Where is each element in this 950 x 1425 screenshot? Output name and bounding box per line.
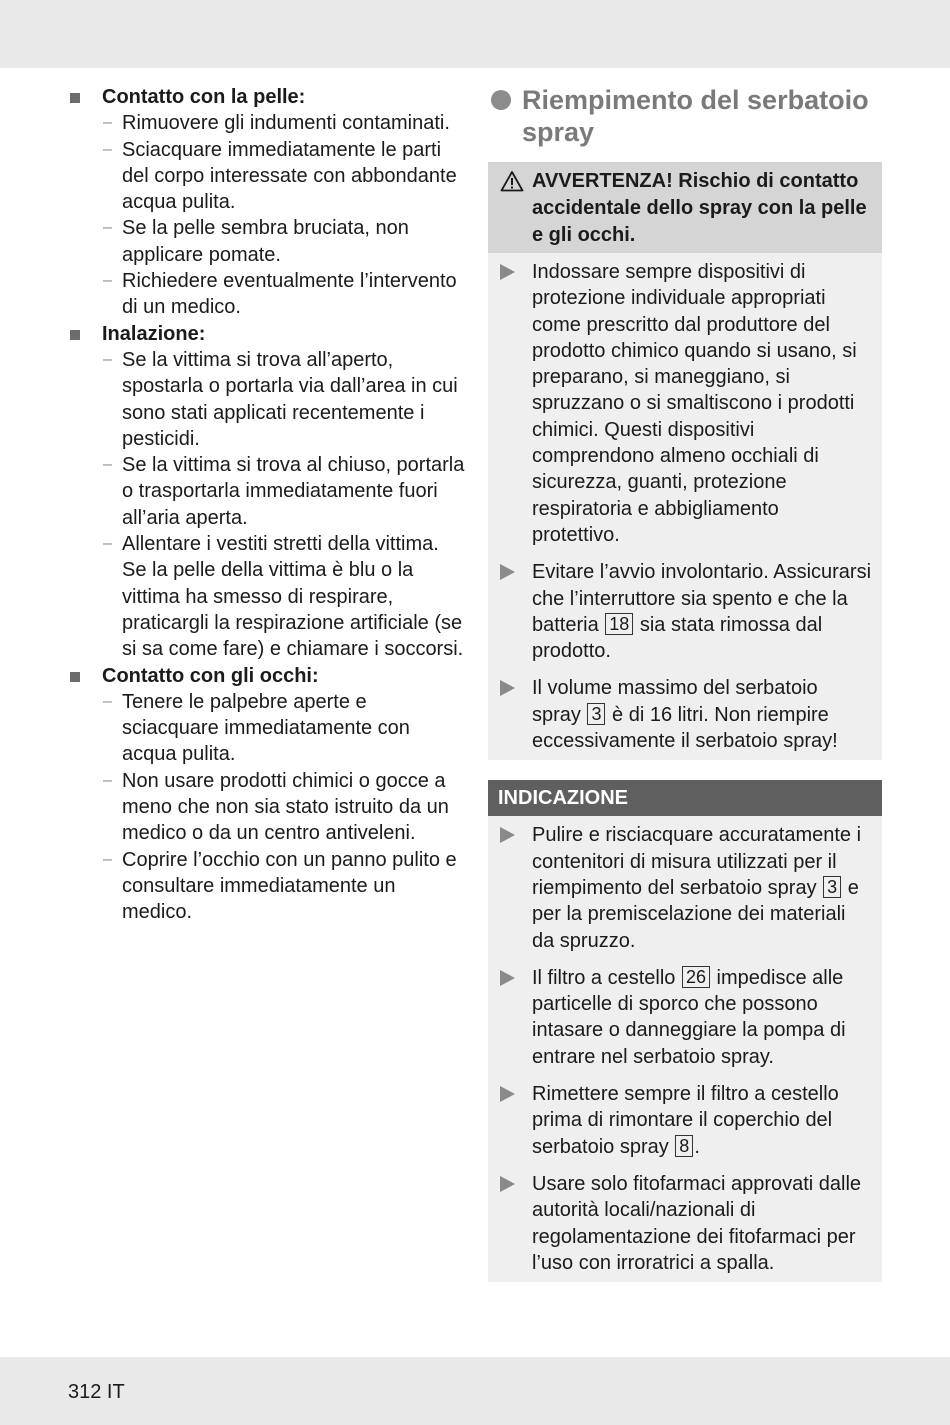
list-item xyxy=(102,452,468,531)
list-item xyxy=(488,1171,872,1276)
list-item-text: sia stata rimossa dal prodotto. xyxy=(532,613,823,663)
part-reference-number: 3 xyxy=(823,876,841,898)
list-item-text: impedisce alle particelle di sporco che possono intasare o danneggiare la pompa di entrare nel serbatoio spray. xyxy=(532,966,846,1068)
circle-bullet-icon xyxy=(491,90,511,110)
first-aid-column xyxy=(68,84,468,926)
list-item-text: Tenere le palpebre aperte e sciacquare immediatamente con acqua pulita. xyxy=(122,690,410,766)
skin-contact-list xyxy=(102,110,468,320)
dash-icon: – xyxy=(103,535,112,553)
list-item xyxy=(102,847,468,926)
part-reference-number: 26 xyxy=(682,966,710,988)
list-item-text: Se la vittima si trova al chiuso, portarla o trasportarla immediatamente fuori all’aria aperta. xyxy=(122,454,465,529)
indication-list xyxy=(488,816,882,1282)
eye-contact-list xyxy=(102,689,468,926)
dash-icon: – xyxy=(103,140,112,158)
list-item-text: Rimuovere gli indumenti contaminati. xyxy=(122,112,450,135)
section-title: Inalazione: xyxy=(102,322,206,345)
list-item-text: Indossare sempre dispositivi di protezione individuale appropriati come prescritto dal produttore del prodotto chimico quando si usano, si preparano, si maneggiano, si spruzzano o si smaltiscono i prodotti chimici. Questi dispositivi comprendono almeno occhiali di sicurezza, guanti, protezione respiratoria e abbigliamento protettivo. xyxy=(532,261,857,546)
inhalation-list xyxy=(102,347,468,663)
list-item-text: Non usare prodotti chimici o gocce a meno che non sia stato istruito da un medico o da un centro antiveleni. xyxy=(122,769,449,845)
list-item-text: Evitare l’avvio involontario. Assicurarsi che l’interruttore sia spento e che la batteria xyxy=(532,561,872,636)
inhalation-section xyxy=(68,321,468,663)
list-item-text: Richiedere eventualmente l’intervento di un medico. xyxy=(122,270,457,319)
warning-list xyxy=(488,253,882,760)
triangle-bullet-icon xyxy=(500,680,515,696)
list-item xyxy=(102,215,468,268)
warning-box xyxy=(488,162,882,760)
dash-icon: – xyxy=(103,692,112,710)
warning-header xyxy=(488,162,882,253)
dash-icon: – xyxy=(103,456,112,474)
triangle-bullet-icon xyxy=(500,827,515,843)
list-item xyxy=(102,347,468,452)
warning-title: AVVERTENZA! Rischio di contatto accidentale dello spray con la pelle e gli occhi. xyxy=(532,170,867,246)
page-number: 312 IT xyxy=(68,1381,125,1403)
section-title: Contatto con la pelle: xyxy=(102,86,306,108)
heading-text: Riempimento del serbatoio spray xyxy=(522,85,869,147)
list-item xyxy=(102,137,468,216)
list-item xyxy=(488,822,872,953)
triangle-bullet-icon xyxy=(500,564,515,580)
list-item-text: Se la pelle sembra bruciata, non applicare pomate. xyxy=(122,217,409,266)
part-reference-number: 8 xyxy=(675,1135,693,1157)
dash-icon: – xyxy=(103,114,112,132)
list-item xyxy=(102,531,468,662)
section-title: Contatto con gli occhi: xyxy=(102,664,319,687)
list-item-text: . xyxy=(694,1135,700,1158)
list-item-text: Pulire e risciacquare accuratamente i contenitori di misura utilizzati per il riempimento del serbatoio spray xyxy=(532,824,862,899)
dash-icon: – xyxy=(103,350,112,368)
triangle-bullet-icon xyxy=(500,970,515,986)
skin-contact-section xyxy=(68,84,468,321)
list-item-text: Coprire l’occhio con un panno pulito e consultare immediatamente un medico. xyxy=(122,848,457,924)
list-item xyxy=(102,689,468,768)
dash-icon: – xyxy=(103,219,112,237)
list-item xyxy=(488,675,872,754)
list-item-text: Il volume massimo del serbatoio spray xyxy=(532,677,818,726)
part-reference-number: 3 xyxy=(587,703,605,725)
list-item-text: Rimettere sempre il filtro a cestello prima di rimontare il coperchio del serbatoio spray xyxy=(532,1083,839,1158)
list-item-text: Allentare i vestiti stretti della vittima. Se la pelle della vittima è blu o la vittima ha smesso di respirare, praticargli la respirazione artificiale (se si sa come fare) e chiamare i soccorsi. xyxy=(122,533,464,661)
square-bullet-icon xyxy=(70,330,80,340)
square-bullet-icon xyxy=(70,672,80,682)
filling-column xyxy=(488,84,882,1282)
list-item xyxy=(488,259,872,548)
eye-contact-section xyxy=(68,663,468,926)
indication-header: INDICAZIONE xyxy=(488,780,882,816)
list-item xyxy=(102,268,468,321)
list-item xyxy=(102,768,468,847)
list-item-text: Sciacquare immediatamente le parti del corpo interessate con abbondante acqua pulita. xyxy=(122,138,457,214)
list-item-text: e per la premiscelazione dei materiali da spruzzo. xyxy=(532,876,859,952)
section-heading xyxy=(488,84,882,148)
list-item xyxy=(488,559,872,664)
list-item-text: Usare solo fitofarmaci approvati dalle autorità locali/nazionali di regolamentazione dei fitofarmaci per l’uso con irroratrici a spalla. xyxy=(532,1172,862,1274)
dash-icon: – xyxy=(103,850,112,868)
list-item xyxy=(102,110,468,136)
dash-icon: – xyxy=(103,771,112,789)
list-item-text: è di 16 litri. Non riempire eccessivamente il serbatoio spray! xyxy=(532,703,838,753)
triangle-bullet-icon xyxy=(500,1176,515,1192)
warning-triangle-icon xyxy=(500,170,524,192)
list-item-text: Il filtro a cestello xyxy=(532,966,681,989)
header-bar xyxy=(0,0,950,68)
square-bullet-icon xyxy=(70,93,80,103)
list-item xyxy=(488,965,872,1070)
dash-icon: – xyxy=(103,272,112,290)
indication-box xyxy=(488,780,882,1282)
list-item xyxy=(488,1081,872,1160)
triangle-bullet-icon xyxy=(500,264,515,280)
footer-bar xyxy=(0,1357,950,1425)
triangle-bullet-icon xyxy=(500,1086,515,1102)
list-item-text: Se la vittima si trova all’aperto, spostarla o portarla via dall’area in cui sono stati applicati recentemente i pesticidi. xyxy=(122,348,458,450)
part-reference-number: 18 xyxy=(605,613,633,635)
